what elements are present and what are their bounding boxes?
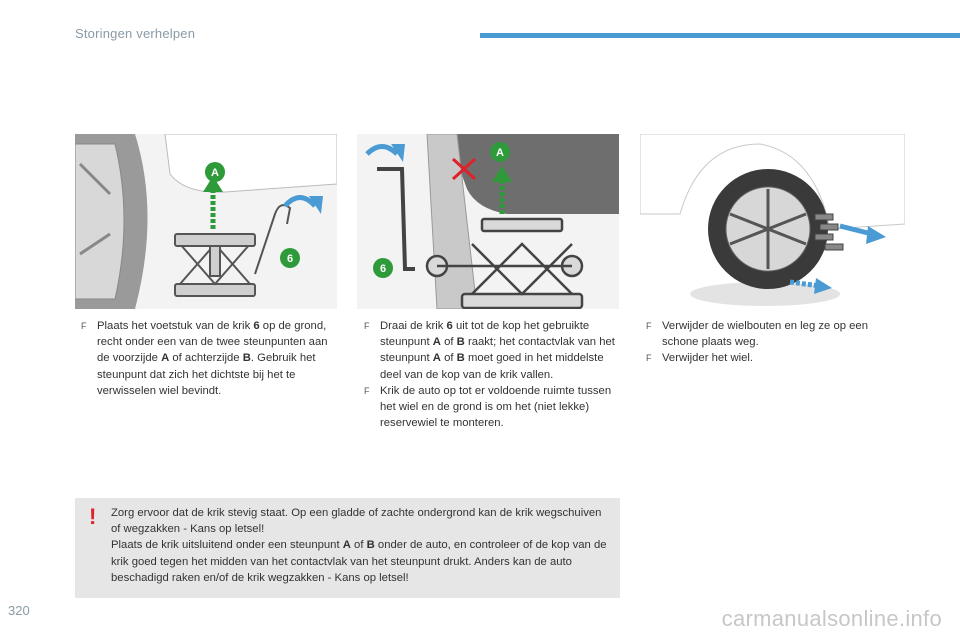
instruction-column-1 <box>75 318 340 399</box>
car-body-panel <box>165 134 337 192</box>
label-6-text: 6 <box>286 253 294 265</box>
label-a-text: A <box>496 147 504 159</box>
warning-icon: ! <box>89 504 97 529</box>
page-number: 320 <box>8 603 30 618</box>
instruction-step: F Krik de auto op tot er voldoende ruimte tussen het wiel en de grond is om het (niet lekke) reservewiel te monteren. <box>364 384 612 430</box>
bullet-icon: F <box>646 353 652 364</box>
instruction-step: F Verwijder het wiel. <box>640 350 905 366</box>
rotate-arrow <box>285 198 315 207</box>
instruction-step: F Plaats het voetstuk van de krik 6 op de grond, recht onder een van de twee steunpunten aan de voorzijde A of achterzijde B. Gebruik het steunpunt dat zich het dichtste bij het te verwisselen wiel bevindt. <box>81 320 328 397</box>
bullet-icon: F <box>646 321 652 331</box>
instruction-column-3 <box>640 318 905 367</box>
bullet-icon: F <box>364 385 370 396</box>
rotate-arrow <box>367 147 397 155</box>
warning-line-2: Plaats de krik uitsluitend onder een steunpunt A of B onder de auto, en controleer of de kop van de krik goed tegen het midden van het contactvlak van het steunpunt drukt. Anders kan de auto beschadigd raken en/of de krik wegzakken - Kans op letsel! <box>111 539 607 584</box>
label-6-text: 6 <box>379 263 387 275</box>
bullet-icon: F <box>364 321 370 331</box>
illustration-place-jack <box>75 134 337 309</box>
instruction-step: F Draai de krik 6 uit tot de kop het gebruikte steunpunt A of B raakt; het contactvlak van het steunpunt A of B moet goed in het middelste deel van de kop van de krik vallen. <box>364 320 615 381</box>
illustration-remove-wheel <box>640 134 905 309</box>
jack-placement-drawing <box>75 134 337 309</box>
instruction-step: F Verwijder de wielbouten en leg ze op een schone plaats weg. <box>646 320 868 349</box>
illustration-extend-jack <box>357 134 619 309</box>
crank-handle <box>377 169 415 269</box>
section-title: Storingen verhelpen <box>75 26 196 41</box>
bullet-icon: F <box>81 321 87 331</box>
warning-box <box>75 498 620 598</box>
wheel-removal-drawing <box>640 134 905 309</box>
watermark: carmanualsonline.info <box>721 606 942 631</box>
label-a-text: A <box>211 167 219 179</box>
car-underbody <box>447 134 619 214</box>
warning-line-1: Zorg ervoor dat de krik stevig staat. Op een gladde of zachte ondergrond kan de krik wegschuiven of wegzakken - Kans op letsel! <box>111 507 602 536</box>
jack-extend-drawing <box>357 134 619 309</box>
scissor-jack <box>175 205 290 296</box>
instruction-column-2 <box>358 318 623 431</box>
header-accent-bar <box>480 33 960 38</box>
